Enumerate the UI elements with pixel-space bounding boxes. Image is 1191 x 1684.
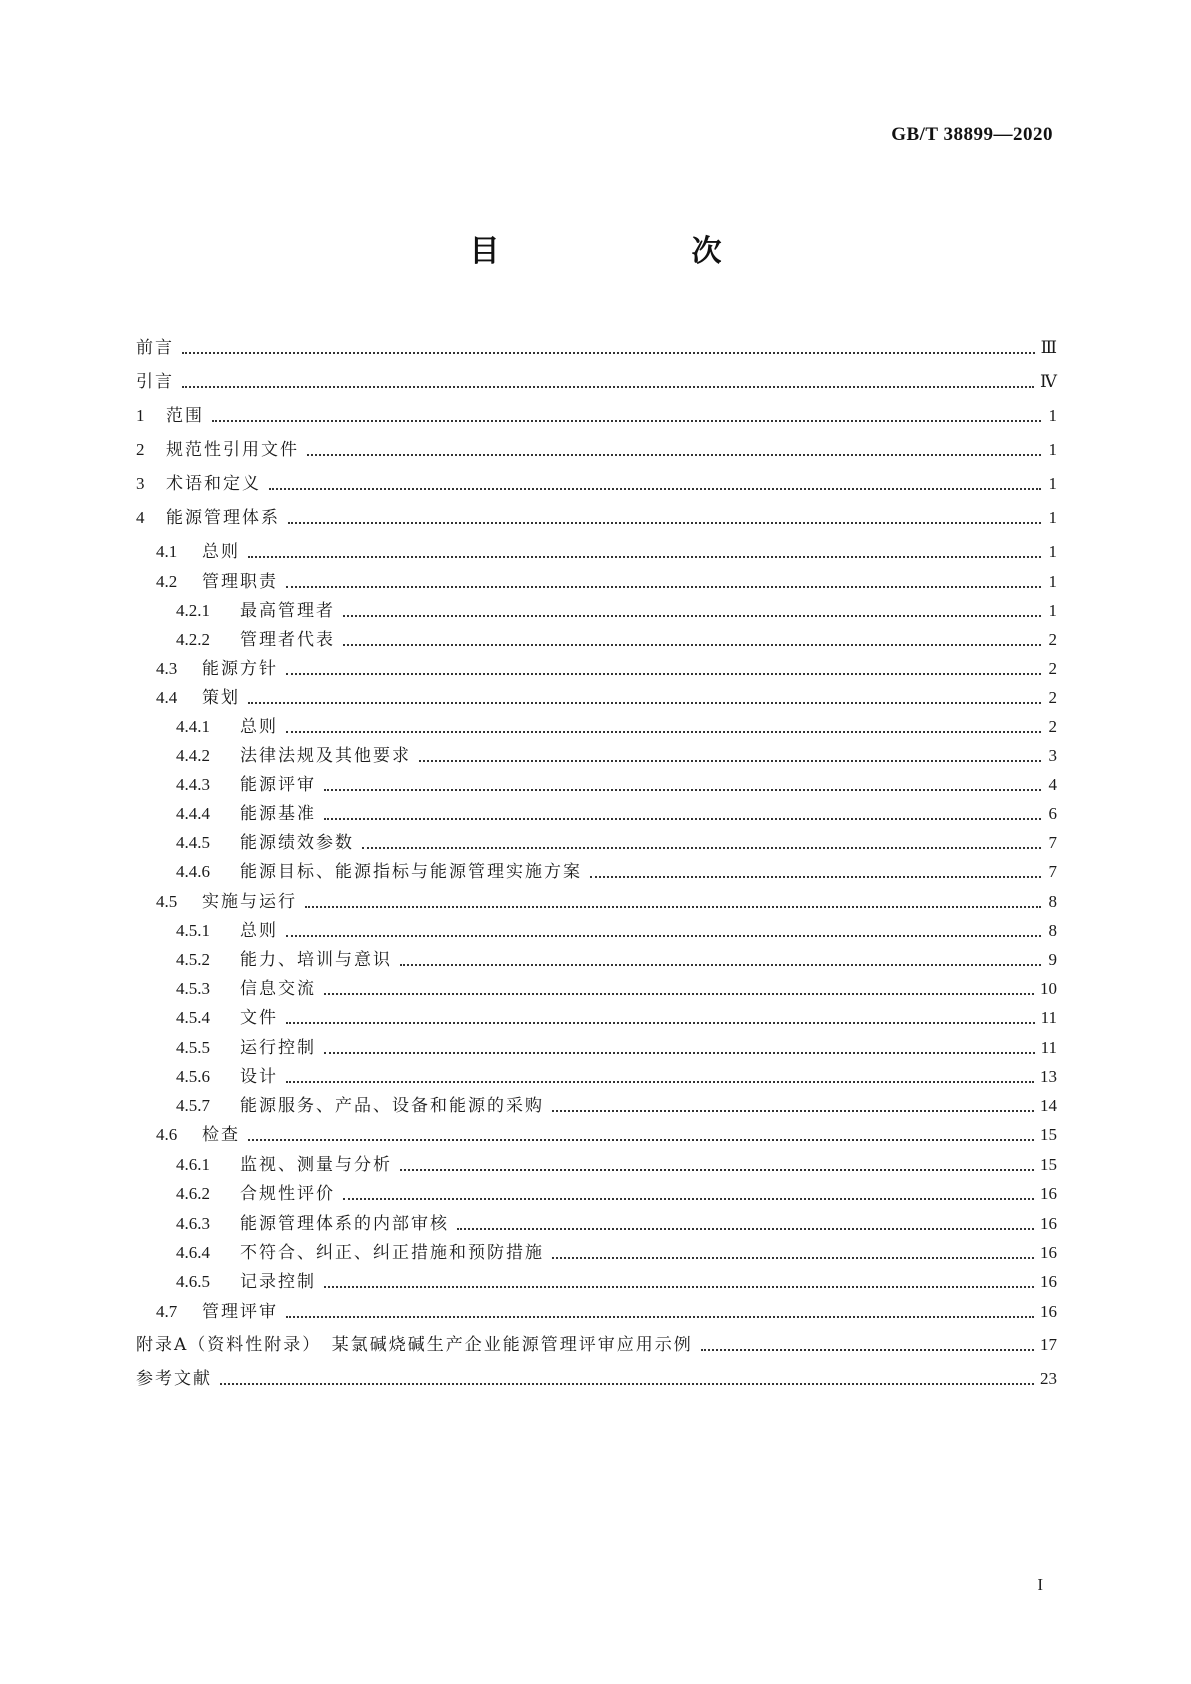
toc-entry-number: 4 — [136, 508, 145, 527]
toc-dot-leader — [343, 615, 1041, 617]
toc-entry-title: 实施与运行 — [202, 892, 297, 912]
toc-entry-number: 2 — [136, 440, 145, 459]
toc-entry-page: 8 — [1048, 921, 1057, 940]
toc-entry-page: 8 — [1048, 892, 1057, 911]
standard-code: GB/T 38899—2020 — [891, 124, 1053, 145]
page-title: 目 次 — [469, 234, 766, 269]
toc-entry-page: 2 — [1048, 630, 1057, 649]
toc-entry-title: 设计 — [240, 1067, 278, 1087]
toc-dot-leader — [288, 522, 1041, 524]
toc-dot-leader — [248, 1139, 1034, 1141]
toc-entry[interactable] — [136, 1002, 1057, 1028]
toc-entry-number: 4.6 — [156, 1125, 178, 1144]
toc-entry-number: 4.5.6 — [176, 1067, 210, 1086]
toc-entry-page: 16 — [1040, 1214, 1057, 1233]
toc-entry[interactable] — [136, 1237, 1057, 1263]
toc-entry[interactable] — [136, 827, 1057, 853]
toc-entry-title: 管理者代表 — [240, 630, 335, 650]
toc-dot-leader — [305, 906, 1041, 908]
toc-entry[interactable] — [136, 1178, 1057, 1204]
toc-dot-leader — [182, 386, 1034, 388]
toc-entry-page: 15 — [1040, 1155, 1057, 1174]
toc-dot-leader — [324, 818, 1041, 820]
toc-entry-title: 总则 — [202, 542, 240, 562]
toc-dot-leader — [552, 1110, 1034, 1112]
toc-entry-title: 能源服务、产品、设备和能源的采购 — [240, 1096, 544, 1116]
toc-entry-number: 4.2.1 — [176, 601, 210, 620]
toc-entry-page: 1 — [1048, 572, 1057, 591]
toc-entry[interactable] — [136, 973, 1057, 999]
toc-dot-leader — [419, 760, 1041, 762]
toc-entry[interactable] — [136, 915, 1057, 941]
toc-entry-page: 16 — [1040, 1272, 1057, 1291]
toc-entry-number: 4.2.2 — [176, 630, 210, 649]
toc-entry[interactable] — [136, 886, 1057, 912]
toc-entry[interactable] — [136, 653, 1057, 679]
toc-entry[interactable] — [136, 1061, 1057, 1087]
toc-entry-page: 9 — [1048, 950, 1057, 969]
toc-entry-number: 4.5.4 — [176, 1008, 210, 1027]
toc-entry-title: 范围 — [166, 406, 204, 426]
toc-entry-page: 16 — [1040, 1184, 1057, 1203]
toc-entry-title: 规范性引用文件 — [166, 440, 299, 460]
toc-entry-page: 23 — [1040, 1369, 1057, 1388]
toc-entry-title: 能源基准 — [240, 804, 316, 824]
toc-dot-leader — [307, 454, 1041, 456]
toc-entry[interactable] — [136, 502, 1057, 528]
toc-dot-leader — [269, 488, 1041, 490]
toc-entry[interactable] — [136, 1119, 1057, 1145]
toc-entry-number: 4.6.2 — [176, 1184, 210, 1203]
toc-entry-number: 4.3 — [156, 659, 178, 678]
toc-entry-title: 总则 — [240, 921, 278, 941]
toc-entry-number: 4.5.5 — [176, 1038, 210, 1057]
toc-entry-page: 1 — [1048, 406, 1057, 425]
toc-entry-title: 能源管理体系 — [166, 508, 280, 528]
toc-entry-title: 运行控制 — [240, 1038, 316, 1058]
toc-dot-leader — [457, 1228, 1034, 1230]
toc-entry-number: 4.4.5 — [176, 833, 210, 852]
toc-entry-page: Ⅳ — [1040, 372, 1057, 391]
toc-entry-title: 能源目标、能源指标与能源管理实施方案 — [240, 862, 582, 882]
toc-dot-leader — [286, 1081, 1034, 1083]
toc-entry[interactable] — [136, 769, 1057, 795]
toc-entry-title: 能源管理体系的内部审核 — [240, 1214, 449, 1234]
toc-entry-number: 4.5.3 — [176, 979, 210, 998]
toc-entry-title: 引言 — [136, 372, 174, 392]
toc-dot-leader — [286, 1316, 1034, 1318]
toc-dot-leader — [286, 935, 1041, 937]
toc-entry-number: 1 — [136, 406, 145, 425]
toc-dot-leader — [590, 876, 1041, 878]
toc-entry-number: 4.6.1 — [176, 1155, 210, 1174]
toc-entry-title: 能源绩效参数 — [240, 833, 354, 853]
toc-entry-title: 最高管理者 — [240, 601, 335, 621]
toc-entry-number: 4.5 — [156, 892, 178, 911]
toc-entry-title: 记录控制 — [240, 1272, 316, 1292]
toc-entry-number: 4.5.1 — [176, 921, 210, 940]
toc-entry-page: 14 — [1040, 1096, 1057, 1115]
toc-dot-leader — [286, 673, 1041, 675]
toc-entry[interactable] — [136, 400, 1057, 426]
toc-entry-number: 4.6.5 — [176, 1272, 210, 1291]
toc-entry-number: 3 — [136, 474, 145, 493]
toc-dot-leader — [324, 993, 1034, 995]
toc-entry-number: 4.5.2 — [176, 950, 210, 969]
toc-entry[interactable] — [136, 1032, 1057, 1058]
toc-entry-page: Ⅲ — [1040, 338, 1057, 357]
toc-entry-title: 附录A（资料性附录） 某氯碱烧碱生产企业能源管理评审应用示例 — [136, 1335, 693, 1355]
toc-entry[interactable] — [136, 1329, 1057, 1355]
toc-dot-leader — [400, 964, 1041, 966]
toc-entry[interactable] — [136, 798, 1057, 824]
toc-dot-leader — [324, 1052, 1035, 1054]
toc-dot-leader — [286, 731, 1041, 733]
toc-entry-page: 7 — [1048, 862, 1057, 881]
toc-entry-title: 策划 — [202, 688, 240, 708]
toc-entry-number: 4.4.4 — [176, 804, 210, 823]
toc-entry[interactable] — [136, 682, 1057, 708]
toc-entry-title: 能源评审 — [240, 775, 316, 795]
toc-entry-page: 17 — [1040, 1335, 1057, 1354]
toc-entry[interactable] — [136, 566, 1057, 592]
toc-entry-page: 2 — [1048, 688, 1057, 707]
toc-entry[interactable] — [136, 1149, 1057, 1175]
toc-entry-page: 1 — [1048, 542, 1057, 561]
toc-entry-page: 7 — [1048, 833, 1057, 852]
toc-entry-title: 术语和定义 — [166, 474, 261, 494]
toc-entry-page: 13 — [1040, 1067, 1057, 1086]
toc-entry-number: 4.4 — [156, 688, 178, 707]
toc-entry-page: 1 — [1048, 440, 1057, 459]
toc-entry-page: 3 — [1048, 746, 1057, 765]
toc-entry-title: 不符合、纠正、纠正措施和预防措施 — [240, 1243, 544, 1263]
toc-entry-page: 16 — [1040, 1243, 1057, 1262]
toc-entry-number: 4.1 — [156, 542, 178, 561]
toc-entry-page: 1 — [1048, 474, 1057, 493]
toc-entry-page: 11 — [1040, 1008, 1057, 1027]
toc-dot-leader — [220, 1383, 1034, 1385]
toc-dot-leader — [343, 644, 1041, 646]
toc-entry[interactable] — [136, 711, 1057, 737]
toc-dot-leader — [400, 1169, 1034, 1171]
toc-entry-title: 总则 — [240, 717, 278, 737]
toc-entry-page: 16 — [1040, 1302, 1057, 1321]
toc-entry-number: 4.4.3 — [176, 775, 210, 794]
toc-entry-number: 4.6.4 — [176, 1243, 210, 1262]
toc-entry[interactable] — [136, 434, 1057, 460]
toc-entry-page: 11 — [1040, 1038, 1057, 1057]
toc-entry[interactable] — [136, 740, 1057, 766]
toc-entry-title: 法律法规及其他要求 — [240, 746, 411, 766]
toc-entry-title: 参考文献 — [136, 1369, 212, 1389]
toc-entry-title: 合规性评价 — [240, 1184, 335, 1204]
toc-entry-page: 2 — [1048, 717, 1057, 736]
toc-entry[interactable] — [136, 1296, 1057, 1322]
toc-entry-number: 4.6.3 — [176, 1214, 210, 1233]
toc-entry-title: 信息交流 — [240, 979, 316, 999]
toc-dot-leader — [324, 789, 1041, 791]
toc-dot-leader — [248, 556, 1041, 558]
toc-dot-leader — [248, 702, 1041, 704]
toc-entry[interactable] — [136, 1266, 1057, 1292]
toc-entry-number: 4.4.6 — [176, 862, 210, 881]
toc-entry[interactable] — [136, 1363, 1057, 1389]
toc-entry-title: 能源方针 — [202, 659, 278, 679]
toc-entry-number: 4.2 — [156, 572, 178, 591]
toc-dot-leader — [343, 1198, 1034, 1200]
toc-entry-number: 4.4.2 — [176, 746, 210, 765]
toc-entry-page: 10 — [1040, 979, 1057, 998]
toc-entry[interactable] — [136, 468, 1057, 494]
toc-dot-leader — [701, 1349, 1034, 1351]
toc-entry[interactable] — [136, 595, 1057, 621]
toc-entry-title: 能力、培训与意识 — [240, 950, 392, 970]
toc-entry-number: 4.5.7 — [176, 1096, 210, 1115]
page-number: I — [1037, 1575, 1043, 1594]
toc-entry-title: 监视、测量与分析 — [240, 1155, 392, 1175]
toc-entry[interactable] — [136, 1090, 1057, 1116]
toc-entry-page: 6 — [1048, 804, 1057, 823]
toc-dot-leader — [324, 1286, 1034, 1288]
toc-dot-leader — [212, 420, 1041, 422]
toc-dot-leader — [362, 847, 1041, 849]
toc-dot-leader — [286, 586, 1041, 588]
toc-entry[interactable] — [136, 1208, 1057, 1234]
toc-entry[interactable] — [136, 536, 1057, 562]
toc-dot-leader — [286, 1022, 1035, 1024]
toc-dot-leader — [182, 352, 1035, 354]
toc-entry-page: 4 — [1048, 775, 1057, 794]
toc-entry[interactable] — [136, 624, 1057, 650]
toc-dot-leader — [552, 1257, 1034, 1259]
toc-entry-page: 2 — [1048, 659, 1057, 678]
toc-entry-title: 管理职责 — [202, 572, 278, 592]
toc-entry-title: 文件 — [240, 1008, 278, 1028]
toc-entry-title: 管理评审 — [202, 1302, 278, 1322]
toc-entry-number: 4.7 — [156, 1302, 178, 1321]
toc-entry-title: 前言 — [136, 338, 174, 358]
toc-entry[interactable] — [136, 944, 1057, 970]
toc-entry-title: 检查 — [202, 1125, 240, 1145]
toc-entry-page: 1 — [1048, 601, 1057, 620]
toc-entry[interactable] — [136, 856, 1057, 882]
toc-entry[interactable] — [136, 332, 1057, 358]
toc-entry-number: 4.4.1 — [176, 717, 210, 736]
toc-entry[interactable] — [136, 366, 1057, 392]
toc-entry-page: 1 — [1048, 508, 1057, 527]
toc-entry-page: 15 — [1040, 1125, 1057, 1144]
